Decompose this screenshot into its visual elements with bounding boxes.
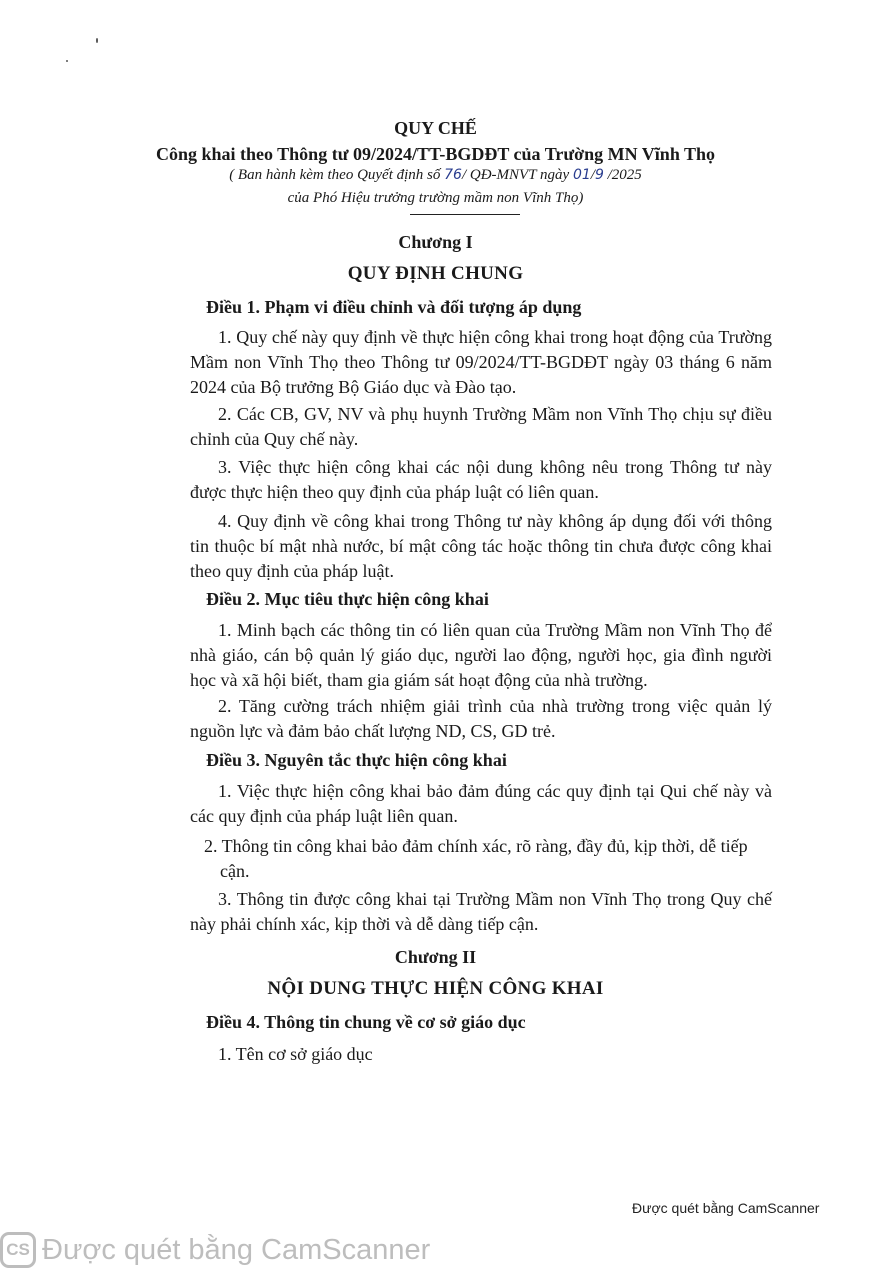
chapter1-label: Chương I — [398, 232, 473, 252]
issued-line-suffix: /2025 — [607, 167, 642, 183]
article4-heading: Điều 4. Thông tin chung về cơ sở giáo dục — [206, 1012, 526, 1032]
scan-speck — [66, 60, 68, 62]
issued-line-middle: / QĐ-MNVT ngày — [461, 167, 570, 183]
article3-paragraph-3: 3. Thông tin được công khai tại Trường Mầm non Vĩnh Thọ trong Quy chế này phải chính xác, kịp thời và dễ dàng tiếp cận. — [190, 889, 772, 934]
article1-paragraph-4: 4. Quy định về công khai trong Thông tư này không áp dụng đối với thông tin thuộc bí mật nhà nước, bí mật công tác hoặc thông tin chưa được công khai theo quy định của pháp luật. — [190, 511, 772, 581]
chapter2-title: NỘI DUNG THỰC HIỆN CÔNG KHAI — [267, 978, 604, 999]
article2-paragraph-2: 2. Tăng cường trách nhiệm giải trình của nhà trường trong việc quản lý nguồn lực và đảm bảo chất lượng ND, CS, GD trẻ. — [190, 696, 772, 741]
article3-paragraph-2-line1: 2. Thông tin công khai bảo đảm chính xác, rõ ràng, đầy đủ, kịp thời, dễ tiếp — [204, 836, 748, 856]
camscanner-footer-text: Được quét bằng CamScanner — [632, 1200, 820, 1216]
issued-line — [0, 167, 871, 184]
article3-paragraph-2-line2: cận. — [220, 861, 250, 881]
article1-paragraph-3: 3. Việc thực hiện công khai các nội dung không nêu trong Thông tư này được thực hiện theo quy định của pháp luật có liên quan. — [190, 457, 772, 502]
article3-paragraph-2 — [190, 834, 772, 884]
handwritten-date-month: 9 — [594, 167, 604, 183]
handwritten-date-day: 01 — [572, 167, 591, 183]
article4-paragraph-1: 1. Tên cơ sở giáo dục — [218, 1044, 373, 1064]
camscanner-watermark-text: Được quét bằng CamScanner — [42, 1233, 431, 1266]
camscanner-logo-icon: CS — [0, 1232, 36, 1268]
camscanner-watermark — [0, 1228, 520, 1272]
article2-heading: Điều 2. Mục tiêu thực hiện công khai — [206, 589, 489, 609]
title-underline — [410, 214, 520, 215]
document-subtitle: Công khai theo Thông tư 09/2024/TT-BGDĐT của Trường MN Vĩnh Thọ — [155, 144, 716, 164]
chapter1-title: QUY ĐỊNH CHUNG — [347, 263, 524, 284]
article1-paragraph-1: 1. Quy chế này quy định về thực hiện công khai trong hoạt động của Trường Mầm non Vĩnh Thọ theo Thông tư 09/2024/TT-BGDĐT ngày 03 tháng 6 năm 2024 của Bộ trưởng Bộ Giáo dục và Đào tạo. — [190, 327, 772, 397]
chapter2-label: Chương II — [394, 947, 477, 967]
issued-line-prefix: ( Ban hành kèm theo Quyết định số — [229, 167, 441, 183]
article1-heading: Điều 1. Phạm vi điều chỉnh và đối tượng áp dụng — [206, 297, 582, 317]
article2-paragraph-1: 1. Minh bạch các thông tin có liên quan của Trường Mầm non Vĩnh Thọ để nhà giáo, cán bộ quản lý giáo dục, người lao động, người học, gia đình người học và xã hội biết, tham gia giám sát hoạt động của nhà trường. — [190, 620, 772, 690]
scan-speck — [96, 38, 98, 43]
article3-heading: Điều 3. Nguyên tắc thực hiện công khai — [206, 750, 507, 770]
issuer-line: của Phó Hiệu trưởng trường mầm non Vĩnh Thọ) — [287, 190, 584, 206]
article1-paragraph-2: 2. Các CB, GV, NV và phụ huynh Trường Mầm non Vĩnh Thọ chịu sự điều chỉnh của Quy chế này. — [190, 404, 772, 449]
document-title: QUY CHẾ — [394, 118, 477, 138]
handwritten-decision-number: 76 — [444, 167, 462, 183]
issued-date-sep: / — [590, 167, 595, 183]
article3-paragraph-1: 1. Việc thực hiện công khai bảo đảm đúng các quy định tại Qui chế này và các quy định của pháp luật liên quan. — [190, 781, 772, 826]
